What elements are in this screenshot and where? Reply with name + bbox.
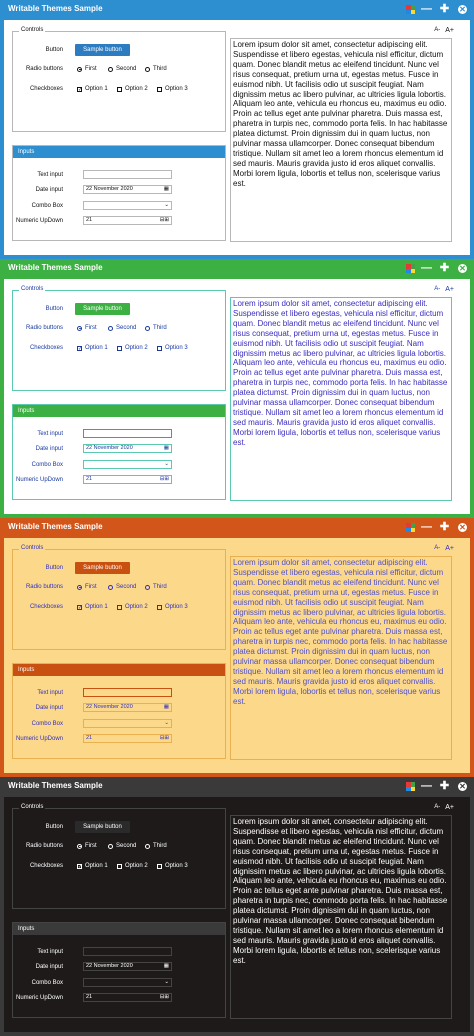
numeric-updown-label: Numeric UpDown [15, 218, 63, 224]
font-increase-button[interactable]: A+ [445, 286, 454, 293]
inputs-header: Inputs [13, 146, 225, 158]
theme-logo-icon[interactable] [406, 523, 415, 532]
checkbox-option-3-label: Option 3 [165, 604, 188, 610]
window-title: Writable Themes Sample [8, 522, 103, 531]
numeric-updown[interactable] [83, 216, 172, 225]
font-decrease-button[interactable]: A- [434, 286, 441, 292]
checkbox-option-1[interactable] [77, 604, 108, 610]
app-window [0, 0, 474, 259]
radio-second[interactable] [108, 66, 136, 72]
combo-box[interactable] [83, 719, 172, 728]
title-bar[interactable] [0, 259, 474, 279]
chevron-down-icon[interactable]: ⌄ [164, 720, 169, 726]
window-title: Writable Themes Sample [8, 4, 103, 13]
date-input[interactable] [83, 185, 172, 194]
radio-first-label: First [85, 66, 97, 72]
checkboxes-label: Checkboxes [29, 604, 63, 610]
checkbox-option-1[interactable] [77, 345, 108, 351]
title-bar[interactable] [0, 0, 474, 20]
button-label: Button [45, 824, 63, 830]
radio-second[interactable] [108, 843, 136, 849]
radio-second[interactable] [108, 325, 136, 331]
date-input[interactable] [83, 444, 172, 453]
close-icon: ✕ [459, 522, 466, 532]
title-bar[interactable] [0, 518, 474, 538]
app-window [0, 518, 474, 777]
font-decrease-button[interactable]: A- [434, 804, 441, 810]
radio-icon [145, 585, 150, 590]
radio-buttons-label: Radio buttons [25, 843, 63, 849]
text-input[interactable] [83, 429, 172, 438]
button-label: Button [45, 47, 63, 53]
checkbox-option-3[interactable] [157, 863, 188, 869]
checkbox-checked-icon: ✓ [78, 863, 83, 870]
checkbox-option-1-label: Option 1 [85, 345, 108, 351]
inputs-group [12, 404, 226, 500]
checkbox-option-2[interactable] [117, 863, 148, 869]
radio-third-label: Third [153, 66, 167, 72]
checkbox-option-3[interactable] [157, 345, 188, 351]
controls-group [12, 545, 226, 650]
numeric-updown[interactable] [83, 734, 172, 743]
combo-box-label: Combo Box [31, 721, 63, 727]
date-input-value: 22 November 2020 [86, 704, 133, 710]
chevron-down-icon[interactable]: ⌄ [164, 202, 169, 208]
close-icon: ✕ [459, 263, 466, 273]
radio-second[interactable] [108, 584, 136, 590]
window-client [4, 797, 470, 1032]
checkbox-option-1-label: Option 1 [85, 604, 108, 610]
radio-icon [108, 67, 113, 72]
stepper-icon[interactable]: ⊟⊞ [159, 994, 169, 1000]
radio-icon [145, 326, 150, 331]
radio-third-label: Third [153, 843, 167, 849]
close-icon: ✕ [459, 4, 466, 14]
date-input[interactable] [83, 703, 172, 712]
controls-legend: Controls [21, 804, 44, 810]
combo-box[interactable] [83, 978, 172, 987]
checkbox-option-2-label: Option 2 [125, 86, 148, 92]
date-input[interactable] [83, 962, 172, 971]
controls-group [12, 286, 226, 391]
checkbox-option-3-label: Option 3 [165, 86, 188, 92]
radio-icon [108, 585, 113, 590]
radio-icon [145, 67, 150, 72]
radio-first-label: First [85, 584, 97, 590]
date-input-value: 22 November 2020 [86, 963, 133, 969]
radio-second-label: Second [116, 325, 137, 331]
checkbox-option-1-label: Option 1 [85, 863, 108, 869]
numeric-updown-label: Numeric UpDown [15, 736, 63, 742]
radio-selected-icon [77, 844, 82, 849]
radio-third[interactable] [145, 843, 167, 849]
combo-box-label: Combo Box [31, 203, 63, 209]
checkbox-icon [117, 864, 122, 869]
date-input-label: Date input [35, 705, 63, 711]
radio-first-label: First [85, 843, 97, 849]
font-increase-button[interactable]: A+ [445, 27, 454, 34]
calendar-icon[interactable]: ▦ [163, 186, 169, 192]
checkbox-option-2[interactable] [117, 86, 148, 92]
radio-icon [145, 844, 150, 849]
inputs-group [12, 663, 226, 759]
checkbox-icon [157, 346, 162, 351]
close-button[interactable] [456, 521, 469, 534]
checkbox-checked-icon: ✓ [78, 86, 83, 93]
lorem-text-area[interactable]: Lorem ipsum dolor sit amet, consectetur adipiscing elit. Suspendisse et libero egestas, vehicula nisl efficitur, dictum quam. Donec blandit metus ac eleifend tincidunt. Nunc vel risus consequat, pretium urna ut, egestas metus. Fusce in euismod nibh. Ut facilisis odio ut suscipit feugiat. Nam dignissim metus ac libero pulvinar, ac ultricies ligula lobortis. Aliquam leo ante, vehicula eu rhoncus eu, maximus eu odio. Proin ac tellus eget ante pulvinar pharetra. Duis massa est, pharetra in turpis nec, commodo porta felis. In hac habitasse platea dictumst. Proin dignissim dui in quam luctus, non pulvinar massa ullamcorper. Donec consequat bibendum tristique. Nullam sit amet leo a lorem rhoncus elementum id sed mauris. Mauris gravida justo id eros aliquet convallis. Morbi lorem ligula, lobortis et tellus non, scelerisque varius est. [230, 297, 452, 501]
checkbox-option-3-label: Option 3 [165, 345, 188, 351]
controls-group [12, 804, 226, 909]
lorem-text-area[interactable]: Lorem ipsum dolor sit amet, consectetur adipiscing elit. Suspendisse et libero egestas, vehicula nisl efficitur, dictum quam. Donec blandit metus ac eleifend tincidunt. Nunc vel risus consequat, pretium urna ut, egestas metus. Fusce in euismod nibh. Ut facilisis odio ut suscipit feugiat. Nam dignissim metus ac libero pulvinar, ac ultricies ligula lobortis. Aliquam leo ante, vehicula eu rhoncus eu, maximus eu odio. Proin ac tellus eget ante pulvinar pharetra. Duis massa est, pharetra in turpis nec, commodo porta felis. In hac habitasse platea dictumst. Proin dignissim dui in quam luctus, non pulvinar massa ullamcorper. Donec consequat bibendum tristique. Nullam sit amet leo a lorem rhoncus elementum id sed mauris. Mauris gravida justo id eros aliquet convallis. Morbi lorem ligula, lobortis et tellus non, scelerisque varius est. [230, 815, 452, 1019]
radio-buttons-label: Radio buttons [25, 325, 63, 331]
close-button[interactable] [456, 780, 469, 793]
combo-box-label: Combo Box [31, 462, 63, 468]
calendar-icon[interactable]: ▦ [163, 963, 169, 969]
numeric-updown-label: Numeric UpDown [15, 995, 63, 1001]
chevron-down-icon[interactable]: ⌄ [164, 979, 169, 985]
font-decrease-button[interactable]: A- [434, 27, 441, 33]
checkbox-icon [157, 87, 162, 92]
window-client [4, 279, 470, 514]
checkbox-option-2[interactable] [117, 345, 148, 351]
sample-button[interactable]: Sample button [75, 821, 130, 833]
inputs-group [12, 922, 226, 1018]
lorem-text-area[interactable]: Lorem ipsum dolor sit amet, consectetur adipiscing elit. Suspendisse et libero egestas, vehicula nisl efficitur, dictum quam. Donec blandit metus ac eleifend tincidunt. Nunc vel risus consequat, pretium urna ut, egestas metus. Fusce in euismod nibh. Ut facilisis odio ut suscipit feugiat. Nam dignissim metus ac libero pulvinar, ac ultricies ligula lobortis. Aliquam leo ante, vehicula eu rhoncus eu, maximus eu odio. Proin ac tellus eget ante pulvinar pharetra. Duis massa est, pharetra in turpis nec, commodo porta felis. In hac habitasse platea dictumst. Proin dignissim dui in quam luctus, non pulvinar massa ullamcorper. Donec consequat bibendum tristique. Nullam sit amet leo a lorem rhoncus elementum id sed mauris. Mauris gravida justo id eros aliquet convallis. Morbi lorem ligula, lobortis et tellus non, scelerisque varius est. [230, 556, 452, 760]
checkbox-option-2[interactable] [117, 604, 148, 610]
checkbox-icon [157, 864, 162, 869]
inputs-header: Inputs [13, 664, 225, 676]
radio-third[interactable] [145, 66, 167, 72]
radio-selected-icon [77, 585, 82, 590]
radio-third[interactable] [145, 325, 167, 331]
checkboxes-label: Checkboxes [29, 86, 63, 92]
calendar-icon[interactable]: ▦ [163, 445, 169, 451]
font-size-controls [434, 27, 454, 34]
checkbox-option-2-label: Option 2 [125, 604, 148, 610]
date-input-value: 22 November 2020 [86, 445, 133, 451]
radio-first[interactable] [77, 66, 97, 72]
checkbox-option-2-label: Option 2 [125, 863, 148, 869]
app-window [0, 259, 474, 518]
radio-icon [108, 844, 113, 849]
app-window [0, 777, 474, 1036]
radio-first-label: First [85, 325, 97, 331]
radio-icon [108, 326, 113, 331]
combo-box[interactable] [83, 460, 172, 469]
theme-logo-icon[interactable] [406, 5, 415, 14]
window-client [4, 538, 470, 773]
checkboxes-label: Checkboxes [29, 345, 63, 351]
radio-second-label: Second [116, 66, 137, 72]
text-input[interactable] [83, 947, 172, 956]
radio-third[interactable] [145, 584, 167, 590]
radio-third-label: Third [153, 325, 167, 331]
numeric-updown[interactable] [83, 475, 172, 484]
date-input-label: Date input [35, 964, 63, 970]
checkbox-option-1[interactable] [77, 86, 108, 92]
checkbox-checked-icon: ✓ [78, 345, 83, 352]
minimize-button[interactable]: — [421, 780, 432, 792]
controls-group [12, 27, 226, 132]
text-input-label: Text input [37, 949, 63, 955]
font-size-controls [434, 545, 454, 552]
inputs-header: Inputs [13, 405, 225, 417]
numeric-updown-value: 21 [86, 217, 93, 223]
radio-first[interactable] [77, 843, 97, 849]
radio-selected-icon [77, 67, 82, 72]
text-input-label: Text input [37, 172, 63, 178]
stepper-icon[interactable]: ⊟⊞ [159, 476, 169, 482]
checkbox-checked-icon: ✓ [78, 604, 83, 611]
theme-logo-icon[interactable] [406, 264, 415, 273]
calendar-icon[interactable]: ▦ [163, 704, 169, 710]
combo-box-label: Combo Box [31, 980, 63, 986]
date-input-label: Date input [35, 446, 63, 452]
sample-button[interactable]: Sample button [75, 44, 130, 56]
close-button[interactable] [456, 262, 469, 275]
theme-logo-icon[interactable] [406, 782, 415, 791]
text-input-label: Text input [37, 690, 63, 696]
checkbox-option-3[interactable] [157, 86, 188, 92]
window-title: Writable Themes Sample [8, 263, 103, 272]
button-label: Button [45, 306, 63, 312]
radio-second-label: Second [116, 843, 137, 849]
sample-button[interactable]: Sample button [75, 562, 130, 574]
numeric-updown-label: Numeric UpDown [15, 477, 63, 483]
checkbox-option-1[interactable] [77, 863, 108, 869]
window-title: Writable Themes Sample [8, 781, 103, 790]
combo-box[interactable] [83, 201, 172, 210]
radio-first[interactable] [77, 325, 97, 331]
stepper-icon[interactable]: ⊟⊞ [159, 735, 169, 741]
font-size-controls [434, 804, 454, 811]
maximize-button[interactable]: ✚ [439, 262, 450, 274]
close-icon: ✕ [459, 781, 466, 791]
date-input-label: Date input [35, 187, 63, 193]
inputs-group [12, 145, 226, 241]
maximize-button[interactable]: ✚ [439, 780, 450, 792]
minimize-button[interactable]: — [421, 521, 432, 533]
checkboxes-label: Checkboxes [29, 863, 63, 869]
font-size-controls [434, 286, 454, 293]
maximize-button[interactable]: ✚ [439, 3, 450, 15]
lorem-text-area[interactable]: Lorem ipsum dolor sit amet, consectetur adipiscing elit. Suspendisse et libero egestas, vehicula nisl efficitur, dictum quam. Donec blandit metus ac eleifend tincidunt. Nunc vel risus consequat, pretium urna ut, egestas metus. Fusce in euismod nibh. Ut facilisis odio ut suscipit feugiat. Nam dignissim metus ac libero pulvinar, ac ultricies ligula lobortis. Aliquam leo ante, vehicula eu rhoncus eu, maximus eu odio. Proin ac tellus eget ante pulvinar pharetra. Duis massa est, pharetra in turpis nec, commodo porta felis. In hac habitasse platea dictumst. Proin dignissim dui in quam luctus, non pulvinar massa ullamcorper. Donec consequat bibendum tristique. Nullam sit amet leo a lorem rhoncus elementum id sed mauris. Mauris gravida justo id eros aliquet convallis. Morbi lorem ligula, lobortis et tellus non, scelerisque varius est. [230, 38, 452, 242]
text-input[interactable] [83, 688, 172, 697]
font-decrease-button[interactable]: A- [434, 545, 441, 551]
font-increase-button[interactable]: A+ [445, 545, 454, 552]
text-input[interactable] [83, 170, 172, 179]
radio-buttons-label: Radio buttons [25, 66, 63, 72]
numeric-updown[interactable] [83, 993, 172, 1002]
radio-selected-icon [77, 326, 82, 331]
checkbox-option-2-label: Option 2 [125, 345, 148, 351]
controls-legend: Controls [21, 286, 44, 292]
checkbox-option-3[interactable] [157, 604, 188, 610]
checkbox-option-1-label: Option 1 [85, 86, 108, 92]
sample-button[interactable]: Sample button [75, 303, 130, 315]
window-client [4, 20, 470, 255]
checkbox-icon [157, 605, 162, 610]
radio-second-label: Second [116, 584, 137, 590]
numeric-updown-value: 21 [86, 994, 93, 1000]
radio-third-label: Third [153, 584, 167, 590]
numeric-updown-value: 21 [86, 476, 93, 482]
radio-buttons-label: Radio buttons [25, 584, 63, 590]
minimize-button[interactable]: — [421, 262, 432, 274]
date-input-value: 22 November 2020 [86, 186, 133, 192]
text-input-label: Text input [37, 431, 63, 437]
title-bar[interactable] [0, 777, 474, 797]
controls-legend: Controls [21, 27, 44, 33]
checkbox-icon [117, 346, 122, 351]
button-label: Button [45, 565, 63, 571]
controls-legend: Controls [21, 545, 44, 551]
checkbox-icon [117, 605, 122, 610]
minimize-button[interactable]: — [421, 3, 432, 15]
chevron-down-icon[interactable]: ⌄ [164, 461, 169, 467]
numeric-updown-value: 21 [86, 735, 93, 741]
checkbox-option-3-label: Option 3 [165, 863, 188, 869]
inputs-header: Inputs [13, 923, 225, 935]
close-button[interactable] [456, 3, 469, 16]
maximize-button[interactable]: ✚ [439, 521, 450, 533]
radio-first[interactable] [77, 584, 97, 590]
font-increase-button[interactable]: A+ [445, 804, 454, 811]
checkbox-icon [117, 87, 122, 92]
stepper-icon[interactable]: ⊟⊞ [159, 217, 169, 223]
